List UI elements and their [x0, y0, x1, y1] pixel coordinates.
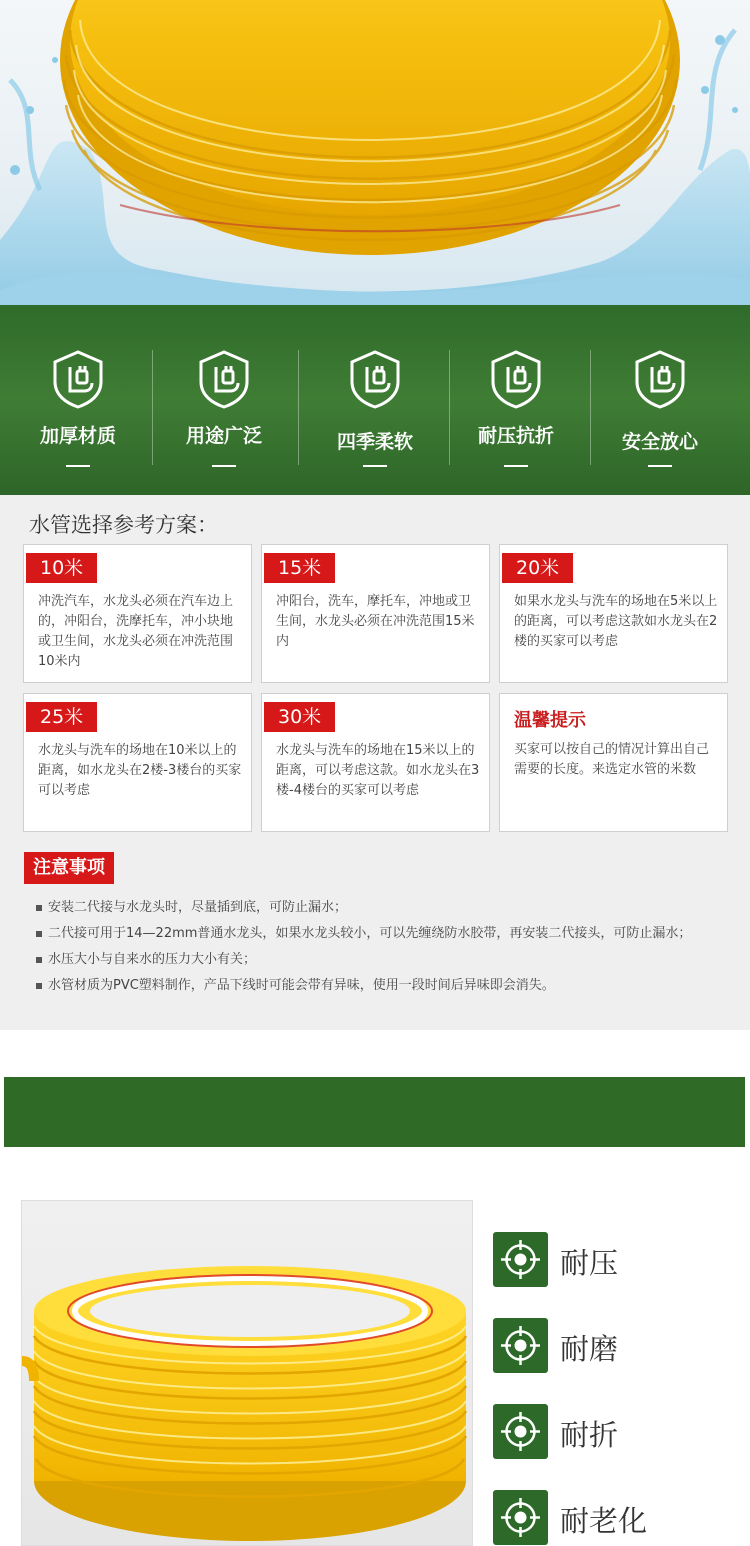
- length-tag: 20米: [502, 553, 573, 583]
- shield-plug-icon: [50, 349, 106, 409]
- length-description: 如果水龙头与洗车的场地在5米以上的距离，可以考虑这款如水龙头在2楼的买家可以考虑: [514, 594, 718, 649]
- feature-label: 耐压抗折: [477, 425, 554, 447]
- feature-label: 用途广泛: [185, 425, 262, 447]
- property-item: [493, 1404, 733, 1460]
- bullet-square-icon: [36, 983, 42, 989]
- length-card: [499, 544, 728, 683]
- notice-title: 注意事项: [24, 852, 114, 884]
- feature-underline: [504, 465, 528, 467]
- length-tag: 30米: [264, 702, 335, 732]
- length-card: [261, 693, 490, 832]
- feature-item: [585, 305, 735, 495]
- feature-item: [441, 305, 591, 495]
- property-label: 耐老化: [560, 1504, 648, 1538]
- tip-card: [499, 693, 728, 832]
- hose-splash-illustration: [0, 0, 750, 305]
- property-item: [493, 1490, 733, 1546]
- length-tag: 15米: [264, 553, 335, 583]
- length-tag: 25米: [26, 702, 97, 732]
- length-description: 冲洗汽车，水龙头必须在汽车边上的，冲阳台，洗摩托车，冲小块地或卫生间，水龙头必须在冲洗范围10米内: [38, 594, 234, 669]
- target-icon: [493, 1404, 548, 1459]
- feature-label: 四季柔软: [336, 431, 413, 453]
- length-description: 冲阳台，洗车，摩托车，冲地或卫生间，水龙头必须在冲洗范围15米内: [276, 594, 475, 649]
- feature-item: [149, 305, 299, 495]
- target-icon: [493, 1490, 548, 1545]
- property-icon-box: [493, 1318, 548, 1373]
- bullet-square-icon: [36, 931, 42, 937]
- target-icon: [493, 1232, 548, 1287]
- shield-plug-icon: [347, 349, 403, 409]
- notice-item: 二代接可用于14—22mm普通水龙头，如果水龙头较小，可以先缠绕防水胶带，再安装二代接头，可防止漏水；: [36, 921, 732, 947]
- feature-underline: [212, 465, 236, 467]
- feature-underline: [363, 465, 387, 467]
- property-item: [493, 1232, 733, 1288]
- feature-item: [300, 305, 450, 495]
- property-icon-box: [493, 1404, 548, 1459]
- feature-item: [3, 305, 153, 495]
- feature-underline: [648, 465, 672, 467]
- bullet-square-icon: [36, 905, 42, 911]
- shield-plug-icon: [196, 349, 252, 409]
- notice-item: 安装二代接与水龙头时，尽量插到底，可防止漏水；: [36, 895, 732, 921]
- notice-list: [36, 895, 732, 999]
- property-label: 耐折: [560, 1418, 619, 1452]
- property-icon-box: [493, 1490, 548, 1545]
- length-tag: 10米: [26, 553, 97, 583]
- property-label: 耐压: [560, 1246, 619, 1280]
- length-card: [23, 693, 252, 832]
- hero-banner: [0, 0, 750, 305]
- product-photo: [21, 1200, 473, 1546]
- notice-item: 水管材质为PVC塑料制作，产品下线时可能会带有异味，使用一段时间后异味即会消失。: [36, 973, 732, 999]
- section-header-bar: [4, 1077, 745, 1147]
- tip-title: 温馨提示: [514, 710, 586, 731]
- feature-label: 加厚材质: [39, 425, 116, 447]
- target-icon: [493, 1318, 548, 1373]
- tip-text: 买家可以按自己的情况计算出自己需要的长度。来选定水管的米数: [514, 742, 710, 777]
- hose-coil-image: [22, 1201, 473, 1546]
- length-card: [23, 544, 252, 683]
- scheme-title: 水管选择参考方案：: [29, 513, 218, 537]
- bullet-square-icon: [36, 957, 42, 963]
- shield-plug-icon: [632, 349, 688, 409]
- property-item: [493, 1318, 733, 1374]
- length-description: 水龙头与洗车的场地在15米以上的距离，可以考虑这款。如水龙头在3楼-4楼台的买家可以考虑: [276, 743, 480, 798]
- length-description: 水龙头与洗车的场地在10米以上的距离，如水龙头在2楼-3楼台的买家可以考虑: [38, 743, 242, 798]
- feature-divider: [298, 350, 299, 465]
- property-label: 耐磨: [560, 1332, 619, 1366]
- selection-scheme-section: [0, 495, 750, 1030]
- length-card: [261, 544, 490, 683]
- shield-plug-icon: [488, 349, 544, 409]
- notice-item: 水压大小与自来水的压力大小有关；: [36, 947, 732, 973]
- feature-underline: [66, 465, 90, 467]
- property-icon-box: [493, 1232, 548, 1287]
- features-band: [0, 305, 750, 495]
- feature-label: 安全放心: [621, 431, 698, 453]
